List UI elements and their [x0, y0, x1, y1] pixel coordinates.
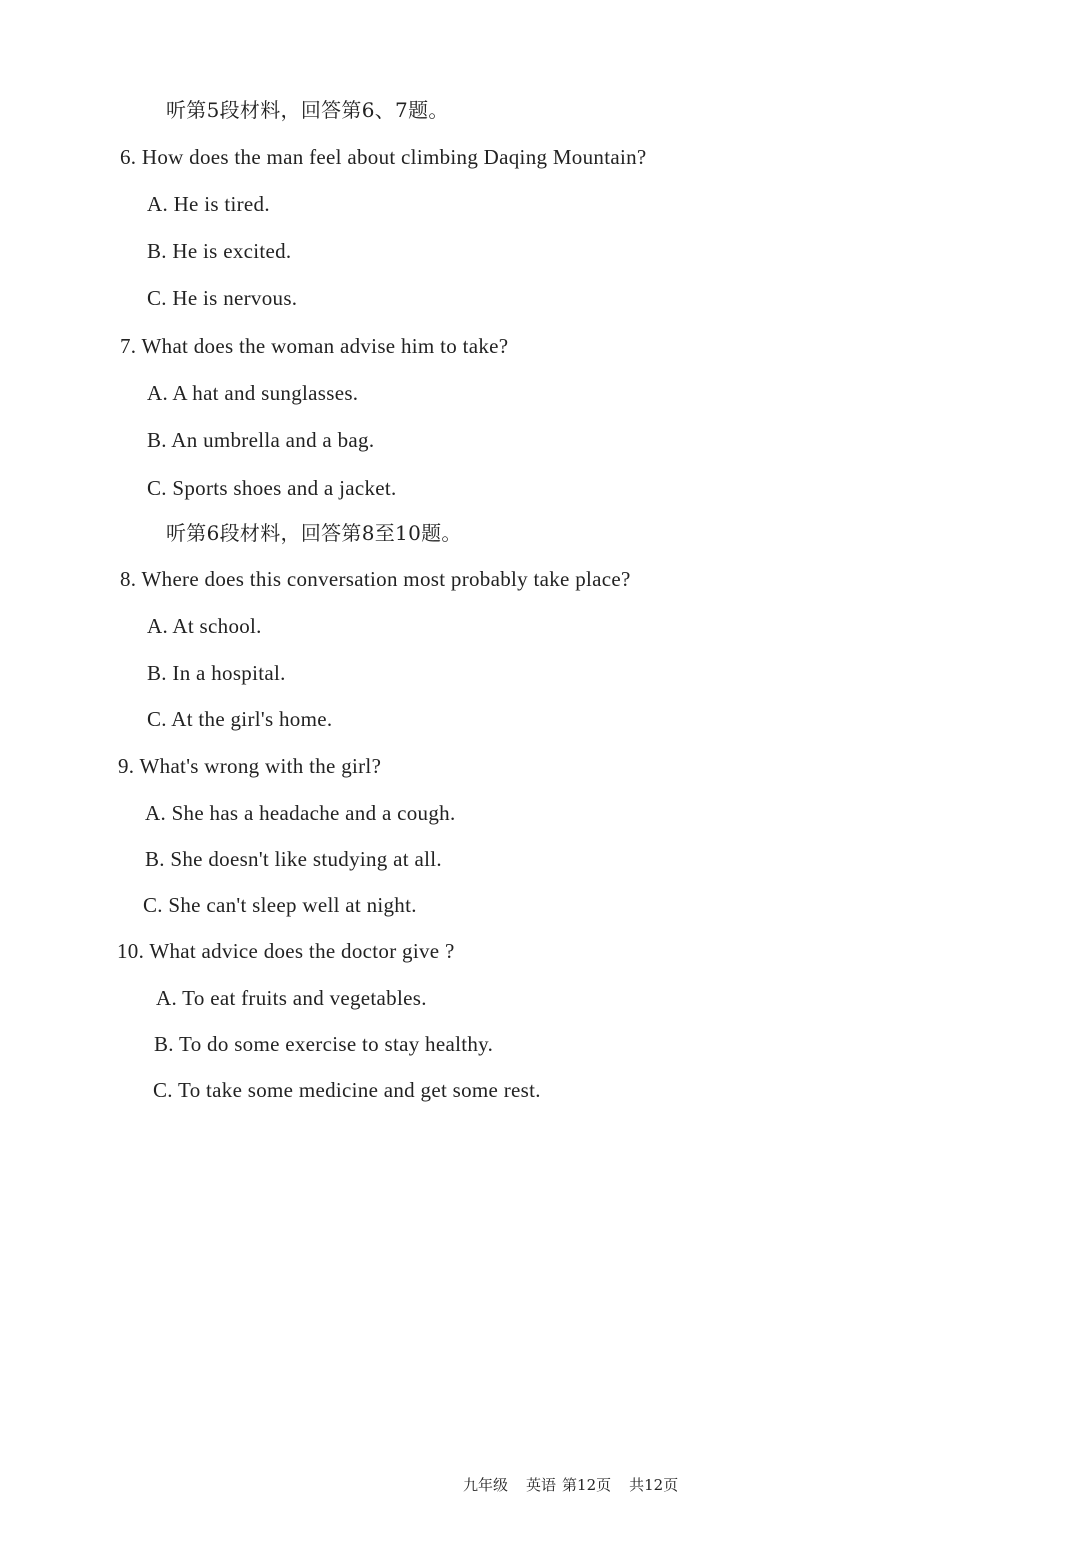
answer-option: C. At the girl's home. — [147, 707, 333, 731]
answer-option: B. She doesn't like studying at all. — [145, 847, 442, 871]
section-instruction: 听第6段材料，回答第8至10题。 — [166, 521, 462, 545]
answer-option: B. An umbrella and a bag. — [147, 428, 375, 452]
answer-option: A. She has a headache and a cough. — [145, 801, 456, 825]
answer-option: C. Sports shoes and a jacket. — [147, 476, 397, 500]
answer-option: B. In a hospital. — [147, 661, 286, 685]
answer-option: A. He is tired. — [147, 192, 270, 216]
answer-option: A. To eat fruits and vegetables. — [156, 986, 427, 1010]
footer-page-number: 第12页 — [562, 1476, 612, 1494]
question-stem: 9. What's wrong with the girl? — [118, 754, 382, 778]
footer-grade: 九年级 — [463, 1476, 509, 1494]
answer-option: A. A hat and sunglasses. — [147, 381, 359, 405]
page-footer — [463, 1474, 696, 1495]
section-instruction: 听第5段材料，回答第6、7题。 — [166, 98, 449, 122]
footer-total-pages: 共12页 — [629, 1476, 679, 1494]
question-stem: 6. How does the man feel about climbing Daqing Mountain? — [120, 145, 647, 169]
answer-option: C. She can't sleep well at night. — [143, 893, 417, 917]
answer-option: C. He is nervous. — [147, 286, 298, 310]
question-stem: 10. What advice does the doctor give ? — [117, 939, 455, 963]
answer-option: C. To take some medicine and get some rest. — [153, 1078, 541, 1102]
question-stem: 8. Where does this conversation most probably take place? — [120, 567, 631, 591]
footer-subject: 英语 — [526, 1476, 557, 1494]
answer-option: B. He is excited. — [147, 239, 292, 263]
answer-option: B. To do some exercise to stay healthy. — [154, 1032, 494, 1056]
answer-option: A. At school. — [147, 614, 262, 638]
question-stem: 7. What does the woman advise him to take? — [120, 334, 509, 358]
